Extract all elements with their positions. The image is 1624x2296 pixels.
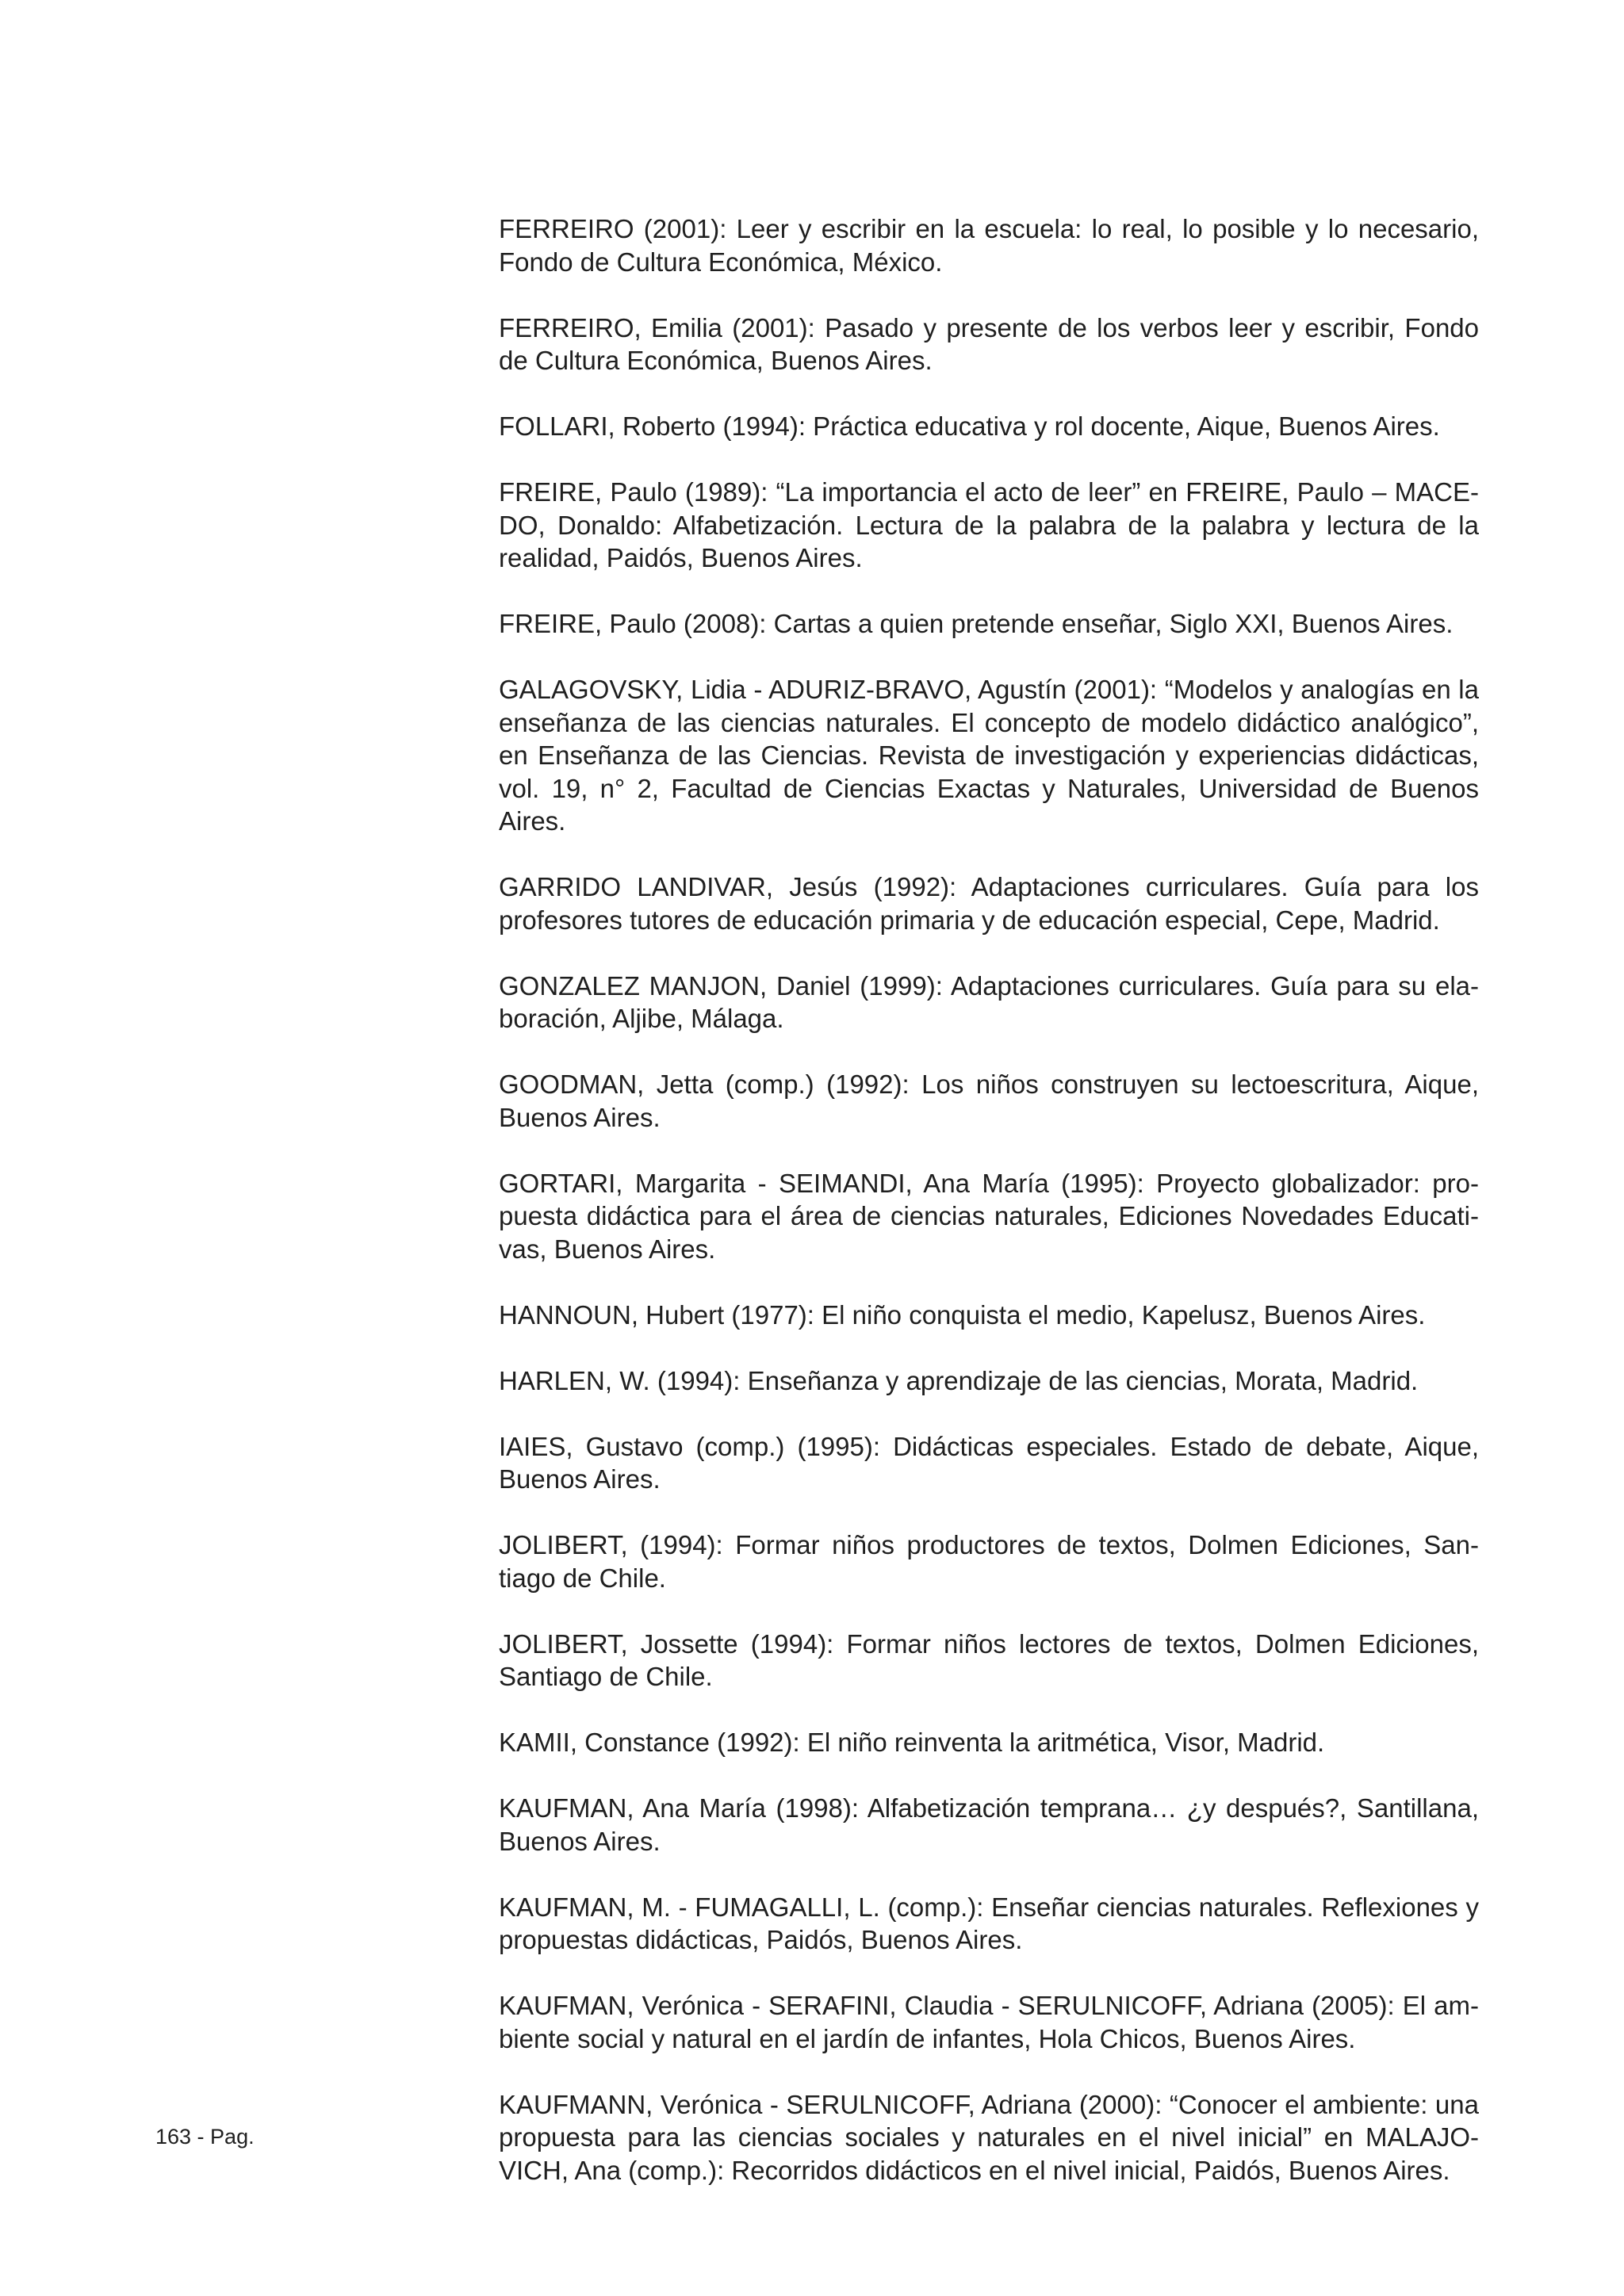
page-number: 163 - Pag. [155, 2125, 255, 2149]
bibliography-entry: KAUFMAN, Verónica - SERAFINI, Claudia - SERULNICOFF, Adriana (2005): El ambiente social y natural en el jardín de infantes, Hola Chicos, Buenos Aires. [499, 1991, 1479, 2053]
bibliography-entry: JOLIBERT, (1994): Formar niños productores de textos, Dolmen Ediciones, Santiago de Chile. [499, 1530, 1479, 1593]
bibliography-entry: GOODMAN, Jetta (comp.) (1992): Los niños construyen su lectoescritura, Aique, Buenos Aires. [499, 1070, 1479, 1132]
bibliography-entry: GONZALEZ MANJON, Daniel (1999): Adaptaciones curriculares. Guía para su elaboración, Aljibe, Málaga. [499, 970, 1479, 1033]
bibliography-entry: KAUFMAN, M. - FUMAGALLI, L. (comp.): Enseñar ciencias naturales. Reflexiones y propuestas didácticas, Paidós, Buenos Aires. [499, 1892, 1479, 1954]
bibliography-entry: KAUFMANN, Verónica - SERULNICOFF, Adriana (2000): “Conocer el ambiente: una propuesta para las ciencias sociales y naturales en el nivel inicial” en MALAJOVICH, Ana (comp.): Recorridos didácticos en el nivel inicial, Paidós, Buenos Aires. [499, 2089, 1479, 2185]
bibliography-entry: FREIRE, Paulo (1989): “La importancia el acto de leer” en FREIRE, Paulo – MACEDO, Donaldo: Alfabetización. Lectura de la palabra de la palabra y lectura de la realidad, Paidós, Buenos Aires. [499, 477, 1479, 572]
bibliography-entry: GALAGOVSKY, Lidia - ADURIZ-BRAVO, Agustín (2001): “Modelos y analogías en la enseñanza de las ciencias naturales. El concepto de modelo didáctico analógico”, en Enseñanza de las Ciencias. Revista de investigación y experiencias didácticas, vol. 19, n° 2, Facultad de Ciencias Exactas y Naturales, Universidad de Buenos Aires. [499, 675, 1479, 836]
bibliography-list [499, 212, 1479, 2220]
bibliography-entry: FERREIRO (2001): Leer y escribir en la escuela: lo real, lo posible y lo necesario, Fondo de Cultura Económica, México. [499, 214, 1479, 277]
bibliography-entry: GORTARI, Margarita - SEIMANDI, Ana María (1995): Proyecto globalizador: propuesta didáctica para el área de ciencias naturales, Ediciones Novedades Educativas, Buenos Aires. [499, 1168, 1479, 1264]
bibliography-entry: FREIRE, Paulo (2008): Cartas a quien pretende enseñar, Siglo XXI, Buenos Aires. [499, 609, 1454, 638]
bibliography-entry: JOLIBERT, Jossette (1994): Formar niños lectores de textos, Dolmen Ediciones, Santiago de Chile. [499, 1628, 1479, 1691]
bibliography-entry: KAUFMAN, Ana María (1998): Alfabetización temprana… ¿y después?, Santillana, Buenos Aires. [499, 1793, 1479, 1856]
bibliography-entry: GARRIDO LANDIVAR, Jesús (1992): Adaptaciones curriculares. Guía para los profesores tutores de educación primaria y de educación especial, Cepe, Madrid. [499, 872, 1479, 935]
bibliography-entry: FERREIRO, Emilia (2001): Pasado y presente de los verbos leer y escribir, Fondo de Cultura Económica, Buenos Aires. [499, 312, 1479, 375]
bibliography-entry: KAMII, Constance (1992): El niño reinventa la aritmética, Visor, Madrid. [499, 1728, 1325, 1757]
bibliography-entry: HARLEN, W. (1994): Enseñanza y aprendizaje de las ciencias, Morata, Madrid. [499, 1365, 1419, 1395]
bibliography-entry: HANNOUN, Hubert (1977): El niño conquista el medio, Kapelusz, Buenos Aires. [499, 1299, 1426, 1330]
bibliography-entry: IAIES, Gustavo (comp.) (1995): Didácticas especiales. Estado de debate, Aique, Buenos Aires. [499, 1431, 1479, 1494]
bibliography-entry: FOLLARI, Roberto (1994): Práctica educativa y rol docente, Aique, Buenos Aires. [499, 411, 1440, 441]
